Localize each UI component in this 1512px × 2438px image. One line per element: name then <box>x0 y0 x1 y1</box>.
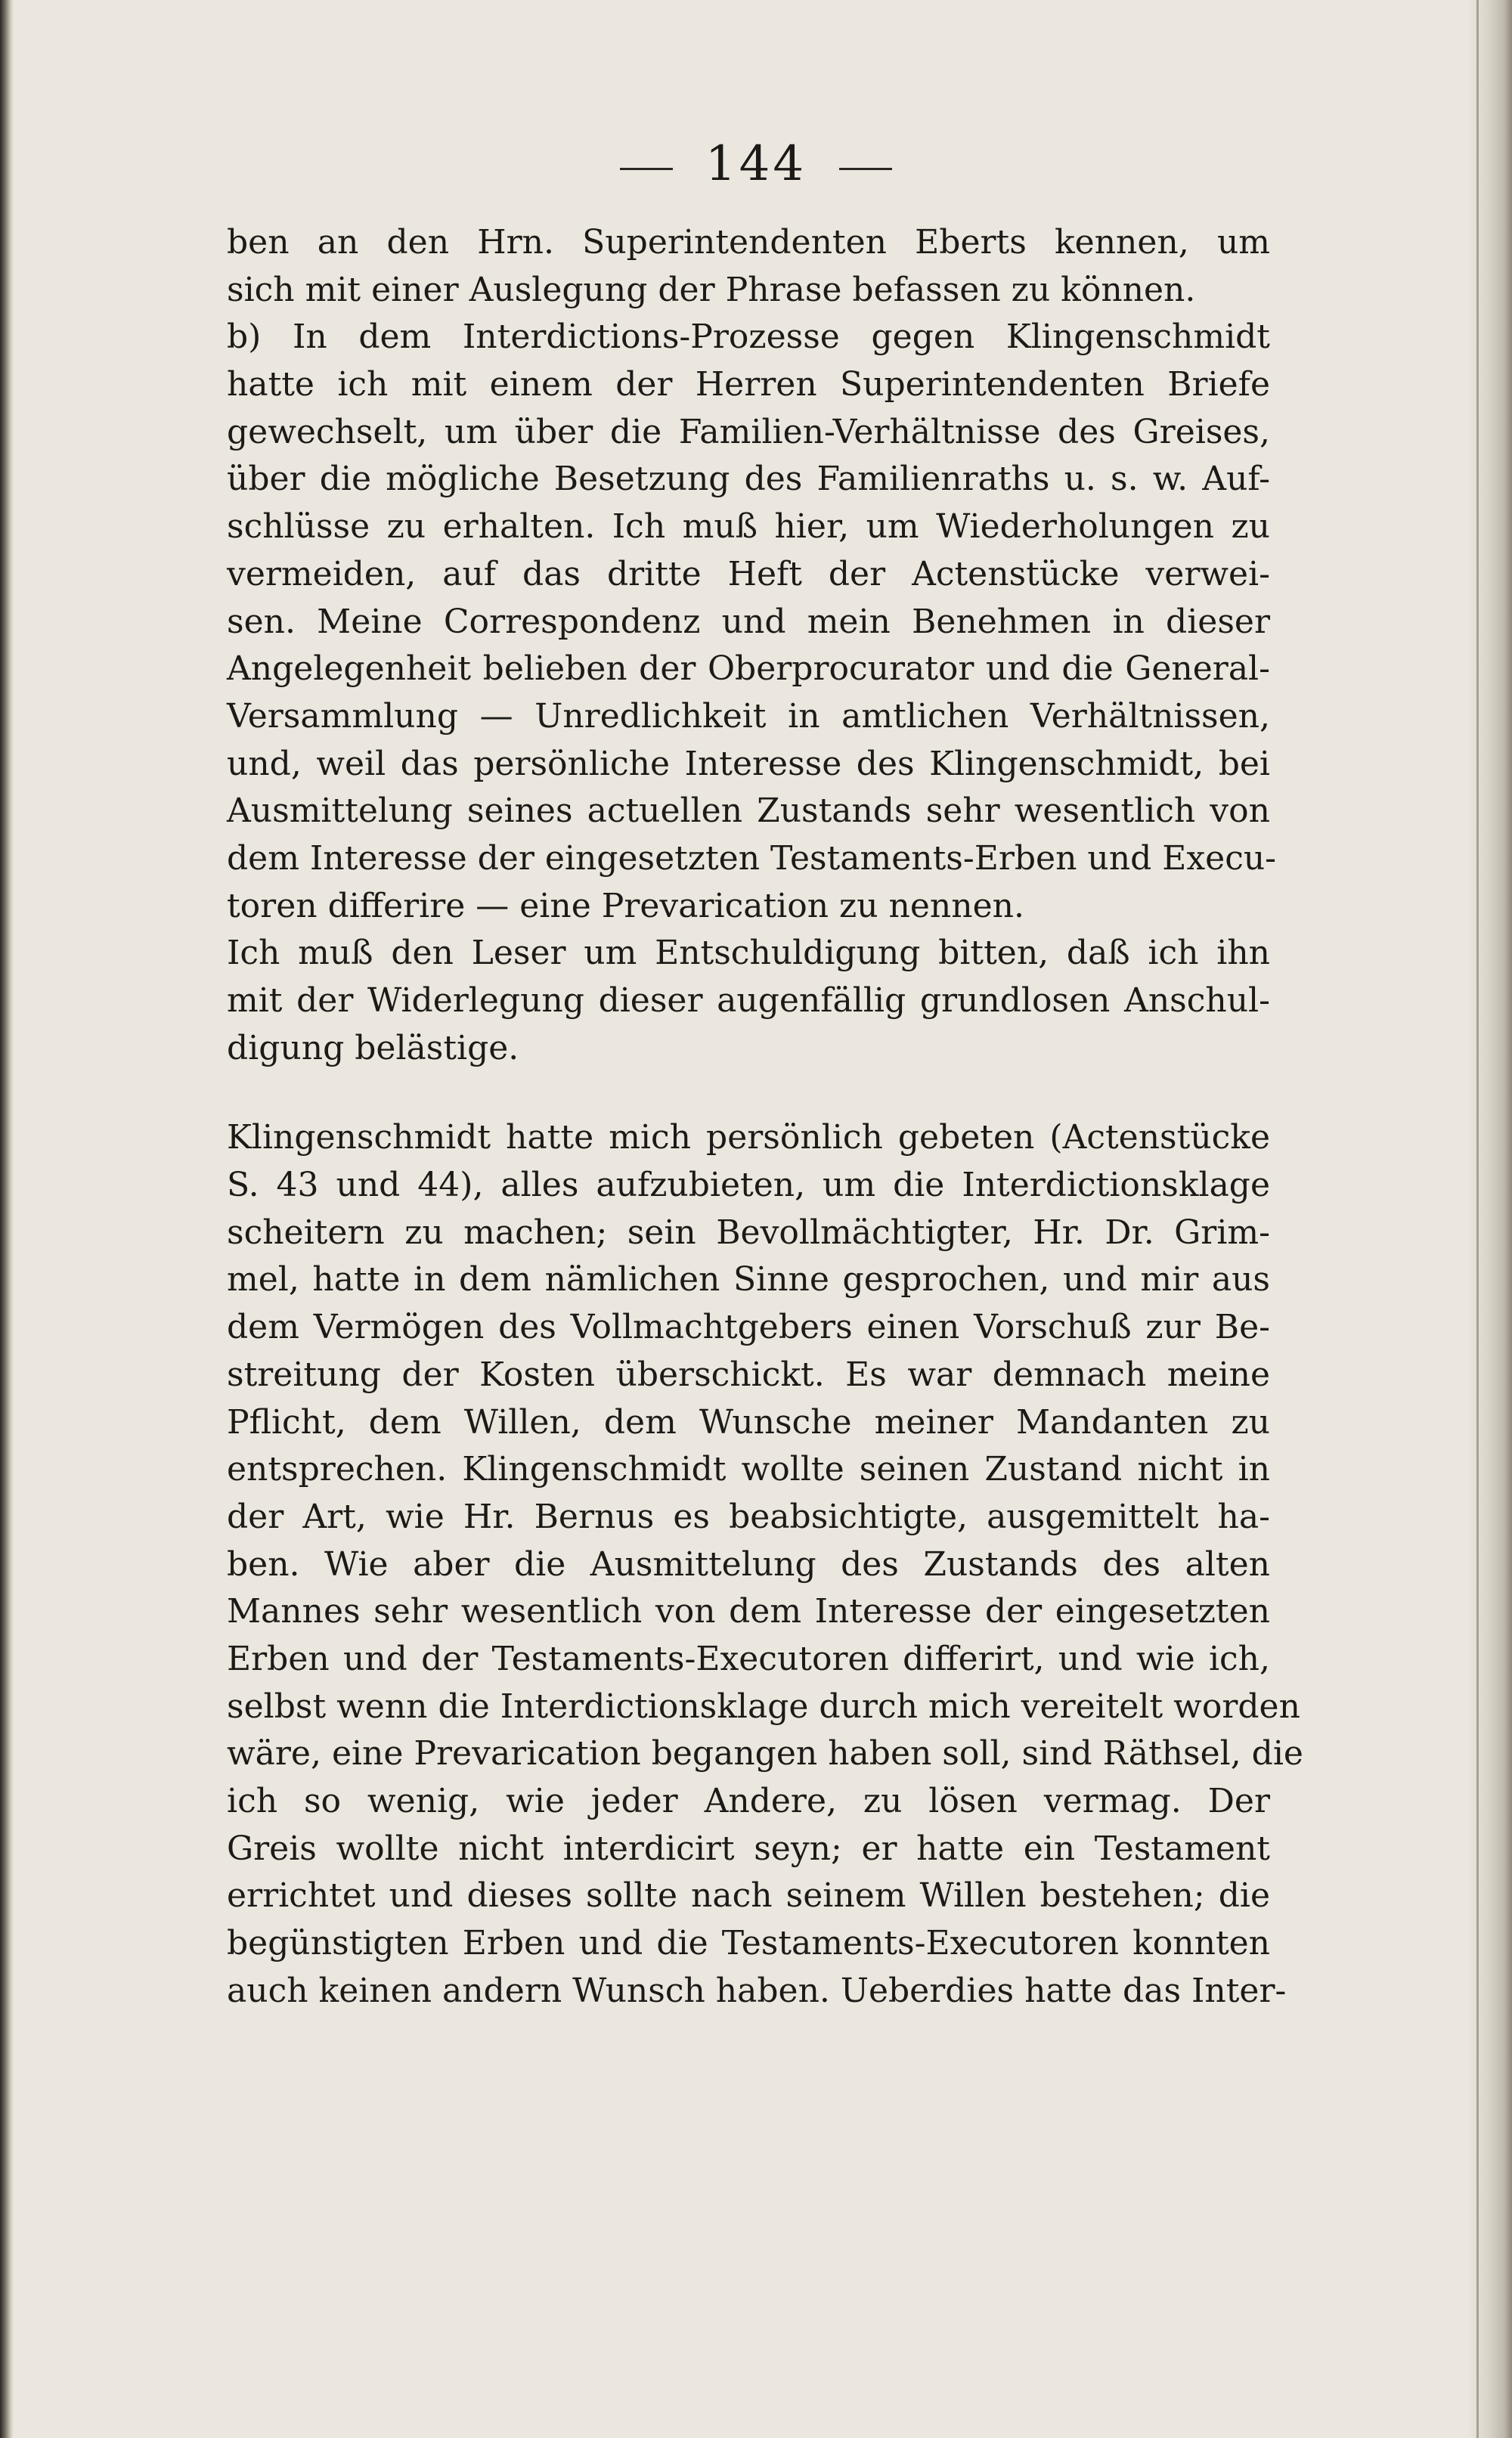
text-line: Versammlung — Unredlichkeit in amtlichen Verhältnissen, <box>227 696 1270 736</box>
text-line: Angelegenheit belieben der Oberprocurator und die General- <box>227 649 1270 689</box>
text-line: toren differire — eine Prevarication zu nennen. <box>227 886 1024 925</box>
text-line: digung belästige. <box>227 1028 519 1067</box>
text-line: ben an den Hrn. Superintendenten Eberts kennen, um <box>227 223 1270 262</box>
text-line: Pflicht, dem Willen, dem Wunsche meiner Mandanten zu <box>227 1402 1270 1442</box>
text-line: Klingenschmidt hatte mich persönlich gebeten (Actenstücke <box>227 1118 1270 1157</box>
page-number: 144 <box>705 136 807 192</box>
text-line: sich mit einer Auslegung der Phrase befassen zu können. <box>227 270 1196 309</box>
page-left-edge <box>0 0 14 2438</box>
text-line: Greis wollte nicht interdicirt seyn; er hatte ein Testament <box>227 1829 1270 1868</box>
page-gutter-line <box>1476 0 1479 2438</box>
paragraph-gap <box>227 1072 1270 1114</box>
page-right-edge <box>1467 0 1512 2438</box>
text-line: Ausmittelung seines actuellen Zustands sehr wesentlich von <box>227 791 1270 831</box>
text-line: b) In dem Interdictions-Prozesse gegen Klingenschmidt <box>227 318 1270 357</box>
text-line: und, weil das persönliche Interesse des Klingenschmidt, bei <box>227 744 1270 783</box>
body-text <box>227 219 1303 2015</box>
text-line: ich so wenig, wie jeder Andere, zu lösen vermag. Der <box>227 1782 1270 1820</box>
text-line: vermeiden, auf das dritte Heft der Actenstücke verwei- <box>227 554 1270 593</box>
text-line: auch keinen andern Wunsch haben. Ueberdies hatte das Inter- <box>227 1971 1287 2010</box>
text-line: wäre, eine Prevarication begangen haben soll, sind Räthsel, die <box>227 1734 1303 1774</box>
text-line: sen. Meine Correspondenz und mein Benehmen in dieser <box>227 602 1270 641</box>
text-line: schlüsse zu erhalten. Ich muß hier, um Wiederholungen zu <box>227 507 1270 547</box>
text-line: selbst wenn die Interdictionsklage durch mich vereitelt worden <box>227 1687 1300 1726</box>
text-line: dem Vermögen des Vollmachtgebers einen Vorschuß zur Be- <box>227 1308 1270 1347</box>
text-line: hatte ich mit einem der Herren Superintendenten Briefe <box>227 365 1270 404</box>
text-line: gewechselt, um über die Familien-Verhältnisse des Greises, <box>227 412 1270 451</box>
text-line: errichtet und dieses sollte nach seinem Willen bestehen; die <box>227 1876 1270 1916</box>
text-line: über die mögliche Besetzung des Familienraths u. s. w. Auf- <box>227 460 1270 499</box>
text-line: mit der Widerlegung dieser augenfällig grundlosen Anschul- <box>227 981 1270 1020</box>
text-line: ben. Wie aber die Ausmittelung des Zustands des alten <box>227 1544 1270 1584</box>
text-line: begünstigten Erben und die Testaments-Executoren konnten <box>227 1924 1270 1963</box>
page-header <box>0 136 1512 197</box>
text-line: Mannes sehr wesentlich von dem Interesse der eingesetzten <box>227 1592 1270 1631</box>
text-line: Ich muß den Leser um Entschuldigung bitten, daß ich ihn <box>227 934 1270 973</box>
text-line: scheitern zu machen; sein Bevollmächtigter, Hr. Dr. Grim- <box>227 1213 1270 1252</box>
text-line: dem Interesse der eingesetzten Testaments-Erben und Execu- <box>227 838 1277 878</box>
text-line: der Art, wie Hr. Bernus es beabsichtigte, ausgemittelt ha- <box>227 1497 1270 1536</box>
header-dash-left <box>620 168 673 170</box>
text-line: mel, hatte in dem nämlichen Sinne gesprochen, und mir aus <box>227 1260 1270 1300</box>
text-line: Erben und der Testaments-Executoren differirt, und wie ich, <box>227 1639 1270 1678</box>
header-dash-right <box>839 168 892 170</box>
text-line: streitung der Kosten überschickt. Es war demnach meine <box>227 1355 1270 1394</box>
text-line: entsprechen. Klingenschmidt wollte seinen Zustand nicht in <box>227 1450 1270 1489</box>
text-line: S. 43 und 44), alles aufzubieten, um die Interdictionsklage <box>227 1166 1270 1205</box>
